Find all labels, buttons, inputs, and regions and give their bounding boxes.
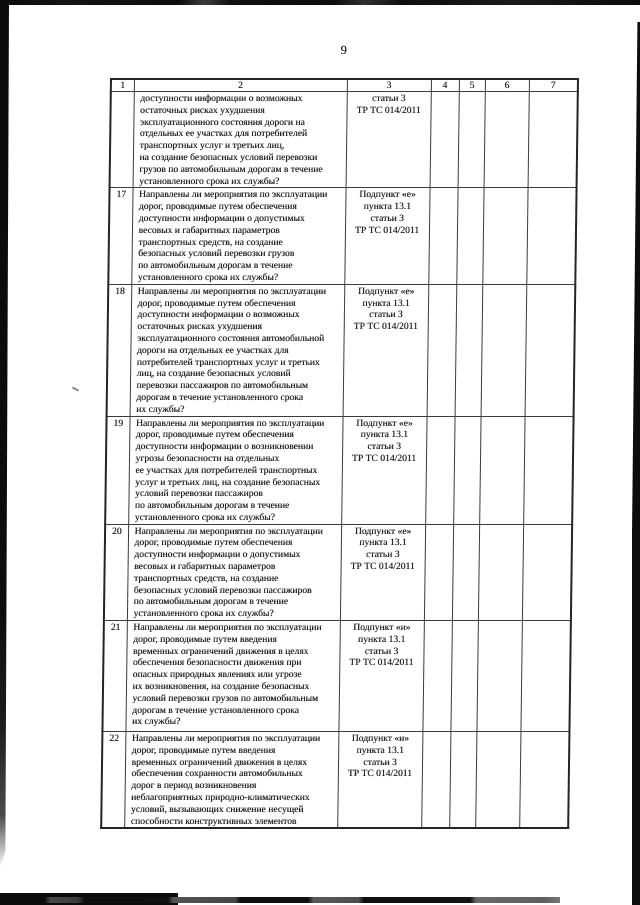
row-number-cell: 18 bbox=[107, 284, 132, 416]
empty-cell bbox=[482, 188, 527, 284]
basis-cell: Подпункт «е» пункта 13.1 статьи 3 ТР ТС 014/2011 bbox=[341, 416, 426, 524]
empty-cell bbox=[526, 188, 576, 284]
column-header-2: 2 bbox=[134, 79, 347, 92]
empty-cell bbox=[519, 732, 569, 829]
empty-cell bbox=[523, 416, 573, 524]
row-number-cell: 17 bbox=[108, 188, 132, 284]
table-row bbox=[107, 284, 576, 416]
column-header-4: 4 bbox=[431, 79, 459, 92]
empty-cell bbox=[422, 621, 451, 732]
empty-cell bbox=[428, 188, 457, 284]
table-row bbox=[110, 92, 578, 188]
empty-cell bbox=[520, 621, 570, 732]
row-number-cell: 20 bbox=[104, 524, 128, 620]
empty-cell bbox=[430, 92, 459, 188]
question-cell: Направлены ли мероприятия по эксплуатации дорог, проводимые путем обеспечения доступности информации о допустимых весовых и габаритных параметров транспортных средств, на создание безопасных условий перевозки пассажиров по автомобильным дорогам в течение установленного срока их службы? bbox=[127, 524, 341, 620]
basis-cell: Подпункт «е» пункта 13.1 статьи 3 ТР ТС 014/2011 bbox=[343, 284, 429, 416]
column-header-3: 3 bbox=[347, 79, 431, 92]
column-header-5: 5 bbox=[459, 79, 485, 92]
empty-cell bbox=[421, 732, 450, 829]
empty-cell bbox=[484, 92, 529, 188]
empty-cell bbox=[475, 732, 520, 829]
empty-cell bbox=[425, 416, 454, 524]
empty-cell bbox=[481, 284, 527, 416]
basis-cell: Подпункт «и» пункта 13.1 статьи 3 ТР ТС 014/2011 bbox=[338, 621, 423, 732]
basis-cell: Подпункт «и» пункта 13.1 статьи 3 ТР ТС 014/2011 bbox=[337, 732, 422, 829]
empty-cell bbox=[455, 284, 483, 416]
empty-cell bbox=[479, 416, 524, 524]
row-number-cell: 22 bbox=[101, 732, 125, 829]
table-row bbox=[108, 188, 576, 284]
empty-cell bbox=[453, 416, 480, 524]
row-number-cell: 21 bbox=[102, 621, 126, 732]
basis-cell: статьи 3 ТР ТС 014/2011 bbox=[346, 92, 431, 188]
question-cell: Направлены ли мероприятия по эксплуатации дорог, проводимые путем обеспечения доступности информации о возможных остаточных рисках ухудшения эксплуатационного состояния автомобильной дороги на отдельных ее участках для потребителей транспортных услуг и третьих лиц, на создание безопасных условий перевозки пассажиров по автомобильным дорогам в течение установленного срока их службы? bbox=[130, 284, 345, 416]
table-row bbox=[105, 416, 573, 524]
column-header-1: 1 bbox=[111, 79, 134, 92]
empty-cell bbox=[427, 284, 457, 416]
empty-cell bbox=[450, 621, 477, 732]
basis-cell: Подпункт «е» пункта 13.1 статьи 3 ТР ТС 014/2011 bbox=[340, 524, 425, 620]
empty-cell bbox=[458, 92, 485, 188]
question-cell: доступности информации о возможных остаточных рисках ухудшения эксплуатационного состояния дороги на отдельных ее участках для потребителей транспортных услуг и третьих лиц, на создание безопасных условий перевозки грузов по автомобильным дорогам в течение установленного срока их службы? bbox=[133, 92, 347, 188]
table-row bbox=[102, 621, 570, 732]
empty-cell bbox=[476, 621, 521, 732]
empty-cell bbox=[478, 524, 523, 620]
row-number-cell bbox=[110, 92, 134, 188]
empty-cell bbox=[449, 732, 476, 829]
empty-cell bbox=[456, 188, 483, 284]
empty-cell bbox=[424, 524, 453, 620]
empty-cell bbox=[525, 284, 576, 416]
question-cell: Направлены ли мероприятия по эксплуатации дорог, проводимые путем обеспечения доступности информации о возникновении угрозы безопасности на отдельных ее участках для потребителей транспортных услуг и третьих лиц, на создание безопасных условий перевозки пассажиров по автомобильным дорогам в течение установленного срока их службы? bbox=[128, 416, 342, 524]
page-number: 9 bbox=[340, 43, 348, 57]
table-row bbox=[101, 732, 569, 829]
empty-cell bbox=[528, 92, 578, 188]
table-header-row bbox=[111, 79, 578, 92]
question-cell: Направлены ли мероприятия по эксплуатации дорог, проводимые путем обеспечения доступности информации о допустимых весовых и габаритных параметров транспортных средств, на создание безопасных условий перевозки грузов по автомобильным дорогам в течение установленного срока их службы? bbox=[131, 188, 345, 284]
column-header-6: 6 bbox=[485, 79, 529, 92]
column-header-7: 7 bbox=[529, 79, 578, 92]
question-cell: Направлены ли мероприятия по эксплуатации дорог, проводимые путем введения временных ограничений движения в целях обеспечения сохранности автомобильных дорог в период возникновения неблагоприятных природно-климатических условий, вызывающих снижение несущей способности конструктивных элементов bbox=[124, 732, 338, 829]
checklist-table bbox=[100, 78, 579, 829]
question-cell: Направлены ли мероприятия по эксплуатации дорог, проводимые путем введения временных ограничений движения в целях обеспечения безопасности движения при опасных природных явлениях или угрозе их возникновения, на создание безопасных условий перевозки грузов по автомобильным дорогам в течение установленного срока их службы? bbox=[125, 621, 339, 732]
table-row bbox=[104, 524, 572, 620]
empty-cell bbox=[452, 524, 479, 620]
basis-cell: Подпункт «е» пункта 13.1 статьи 3 ТР ТС 014/2011 bbox=[344, 188, 429, 284]
row-number-cell: 19 bbox=[105, 416, 129, 524]
empty-cell bbox=[522, 524, 572, 620]
